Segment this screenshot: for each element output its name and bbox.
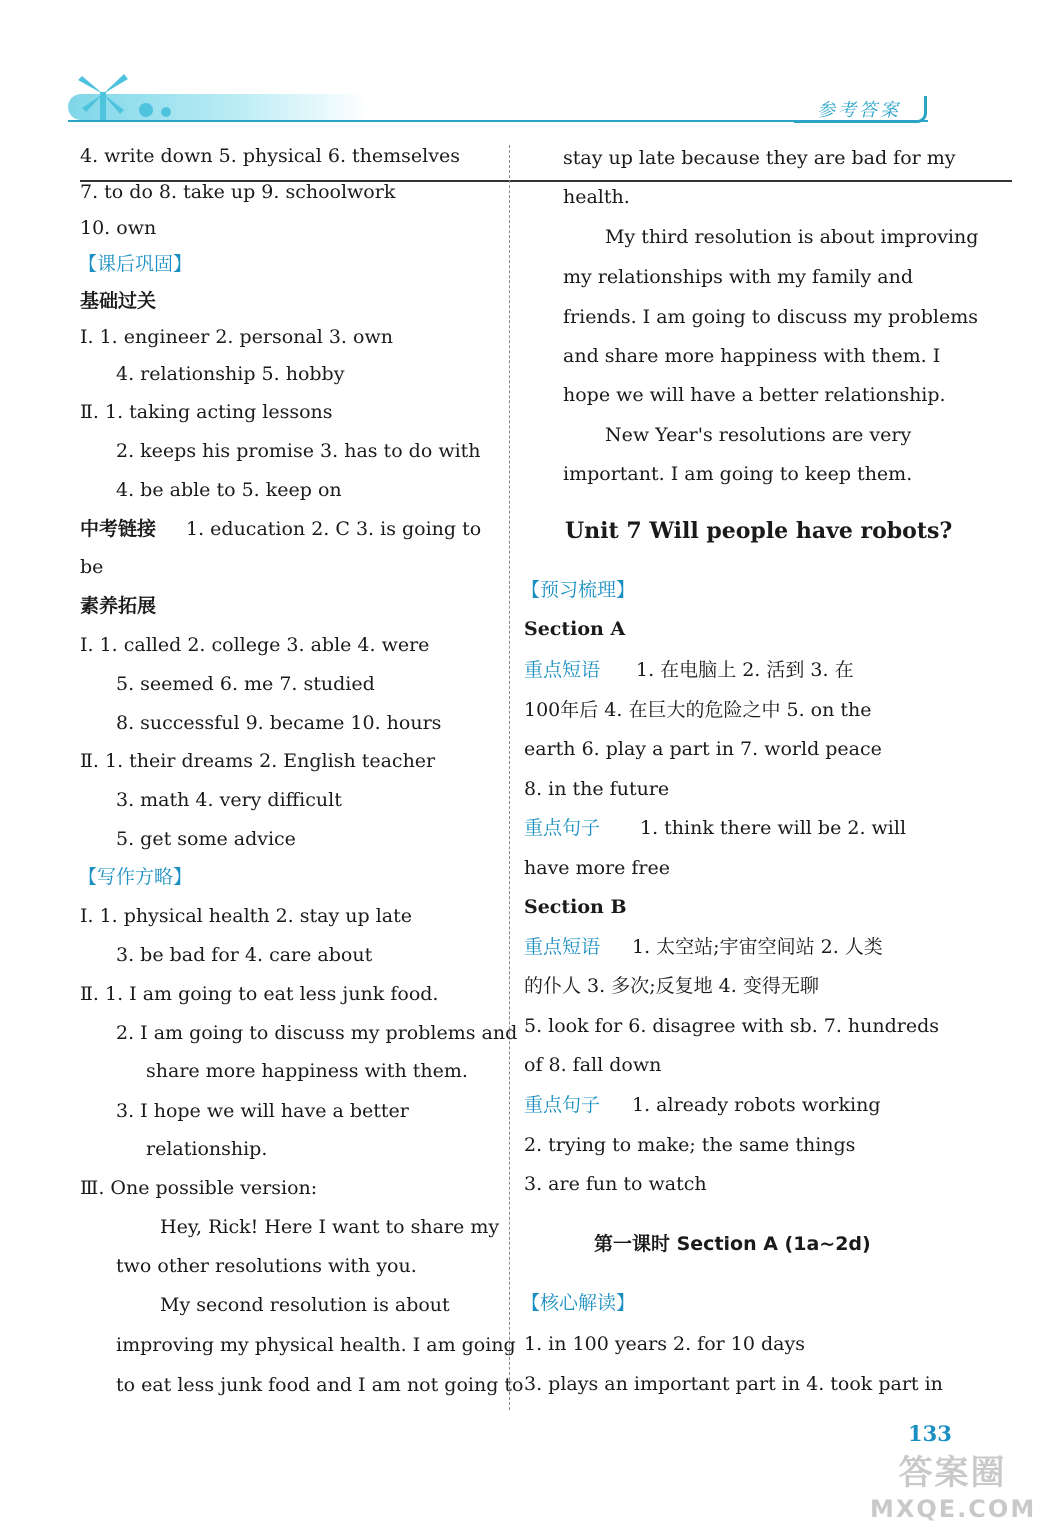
answer-line: 3. are fun to watch bbox=[524, 1173, 707, 1195]
essay-line: and share more happiness with them. I bbox=[563, 345, 941, 367]
answer-line: 1. 在电脑上 2. 活到 3. 在 bbox=[636, 659, 854, 681]
answer-line: 2. I am going to discuss my problems and bbox=[116, 1022, 518, 1044]
answer-line: Ⅱ. 1. taking acting lessons bbox=[80, 401, 333, 423]
answer-line: 1. already robots working bbox=[632, 1094, 881, 1116]
answer-line: 7. to do 8. take up 9. schoolwork bbox=[80, 181, 396, 203]
section-title: Section B bbox=[524, 896, 627, 918]
lesson-title: 第一课时 Section A (1a~2d) bbox=[594, 1233, 871, 1255]
answer-line: 4. write down 5. physical 6. themselves bbox=[80, 145, 460, 167]
key-label: 重点短语 bbox=[524, 936, 601, 958]
essay-line: My second resolution is about bbox=[160, 1294, 450, 1316]
answer-line: 3. I hope we will have a better bbox=[116, 1100, 409, 1122]
watermark-logo-text: 答案圈 bbox=[898, 1453, 1007, 1493]
page-number: 133 bbox=[908, 1421, 952, 1446]
essay-line: health. bbox=[563, 186, 630, 208]
essay-line: important. I am going to keep them. bbox=[563, 463, 913, 485]
answer-line: be bbox=[80, 556, 104, 578]
answer-line: 2. keeps his promise 3. has to do with bbox=[116, 440, 481, 462]
windmill-logo-icon bbox=[76, 72, 186, 122]
answer-line: 3. math 4. very difficult bbox=[116, 789, 342, 811]
answer-line: have more free bbox=[524, 857, 671, 879]
answer-line: 100年后 4. 在巨大的危险之中 5. on the bbox=[524, 699, 872, 721]
essay-line: my relationships with my family and bbox=[563, 266, 913, 288]
answer-line: share more happiness with them. bbox=[146, 1060, 468, 1082]
unit-title: Unit 7 Will people have robots? bbox=[565, 518, 953, 544]
section-heading: 【预习梳理】 bbox=[521, 579, 636, 601]
answer-line: 8. successful 9. became 10. hours bbox=[116, 712, 442, 734]
key-label: 重点句子 bbox=[524, 817, 601, 839]
answer-line: 8. in the future bbox=[524, 778, 670, 800]
essay-line: Hey, Rick! Here I want to share my bbox=[160, 1216, 500, 1238]
subsection-heading: 基础过关 bbox=[80, 290, 157, 312]
answer-line: Ⅰ. 1. called 2. college 3. able 4. were bbox=[80, 634, 430, 656]
section-heading: 【写作方略】 bbox=[78, 866, 193, 888]
answer-line: Ⅰ. 1. physical health 2. stay up late bbox=[80, 905, 412, 927]
essay-line: New Year's resolutions are very bbox=[605, 424, 912, 446]
answer-line: 1. in 100 years 2. for 10 days bbox=[524, 1333, 805, 1355]
subsection-heading: 中考链接 bbox=[80, 518, 157, 540]
answer-line: Ⅲ. One possible version: bbox=[80, 1177, 318, 1199]
answer-line: 5. get some advice bbox=[116, 828, 296, 850]
answer-line: 5. look for 6. disagree with sb. 7. hundreds bbox=[524, 1015, 940, 1037]
answer-line: 4. relationship 5. hobby bbox=[116, 363, 345, 385]
answer-line: earth 6. play a part in 7. world peace bbox=[524, 738, 882, 760]
answer-line: Ⅱ. 1. I am going to eat less junk food. bbox=[80, 983, 439, 1005]
header-title: 参考答案 bbox=[794, 96, 927, 123]
essay-line: My third resolution is about improving bbox=[605, 226, 979, 248]
answer-line: relationship. bbox=[146, 1138, 268, 1160]
essay-line: two other resolutions with you. bbox=[116, 1255, 417, 1277]
watermark bbox=[870, 1452, 1035, 1530]
answer-line: 1. education 2. C 3. is going to bbox=[186, 518, 482, 540]
answer-line: Ⅰ. 1. engineer 2. personal 3. own bbox=[80, 326, 393, 348]
answer-line: 2. trying to make; the same things bbox=[524, 1134, 856, 1156]
answer-line: 的仆人 3. 多次;反复地 4. 变得无聊 bbox=[524, 975, 819, 997]
essay-line: stay up late because they are bad for my bbox=[563, 147, 956, 169]
answer-line: Ⅱ. 1. their dreams 2. English teacher bbox=[80, 750, 436, 772]
subsection-heading: 素养拓展 bbox=[80, 595, 157, 617]
essay-line: improving my physical health. I am going bbox=[116, 1334, 516, 1356]
key-label: 重点短语 bbox=[524, 659, 601, 681]
column-divider bbox=[509, 145, 510, 1410]
answer-line: 10. own bbox=[80, 217, 157, 239]
essay-line: hope we will have a better relationship. bbox=[563, 384, 946, 406]
section-heading: 【课后巩固】 bbox=[78, 253, 193, 275]
essay-line: friends. I am going to discuss my problems bbox=[563, 306, 978, 328]
answer-line: 1. think there will be 2. will bbox=[640, 817, 907, 839]
answer-line: of 8. fall down bbox=[524, 1054, 662, 1076]
watermark-url: MXQE.COM bbox=[870, 1495, 1037, 1523]
section-title: Section A bbox=[524, 618, 626, 640]
answer-line: 4. be able to 5. keep on bbox=[116, 479, 342, 501]
essay-line: to eat less junk food and I am not going to bbox=[116, 1374, 524, 1396]
answer-line: 1. 太空站;宇宙空间站 2. 人类 bbox=[632, 936, 883, 958]
answer-line: 3. be bad for 4. care about bbox=[116, 944, 373, 966]
answer-line: 5. seemed 6. me 7. studied bbox=[116, 673, 375, 695]
answer-line: 3. plays an important part in 4. took part in bbox=[524, 1373, 943, 1395]
section-heading: 【核心解读】 bbox=[521, 1292, 636, 1314]
key-label: 重点句子 bbox=[524, 1094, 601, 1116]
